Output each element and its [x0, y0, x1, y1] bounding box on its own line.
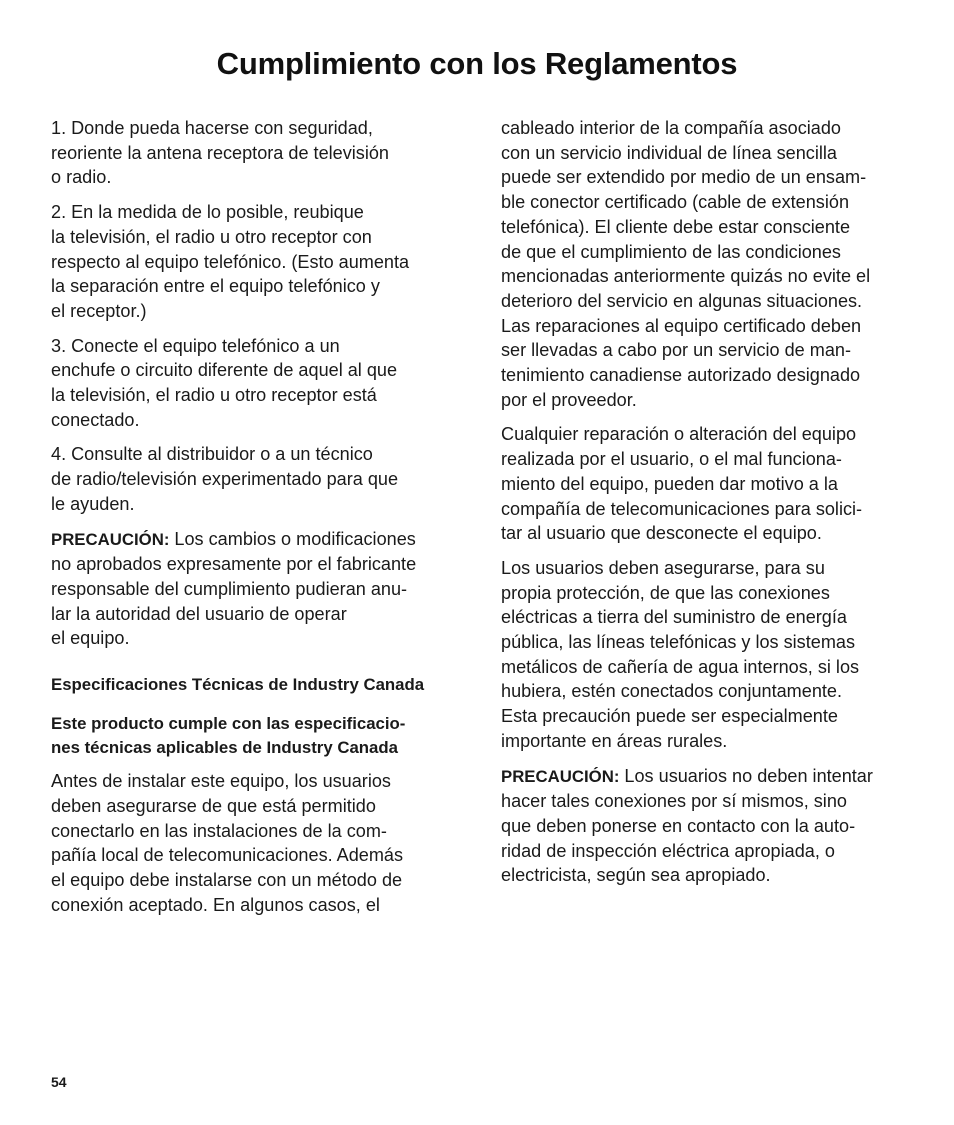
- text-line: Cualquier reparación o alteración del equipo: [501, 424, 857, 445]
- page-number: 54: [51, 1074, 67, 1090]
- text-line: importante en áreas rurales.: [501, 730, 728, 751]
- text-line: pañía local de telecomunicaciones. Además: [51, 845, 404, 866]
- text-line: Las reparaciones al equipo certificado deben: [501, 315, 862, 336]
- text-line: no aprobados expresamente por el fabricante: [51, 554, 417, 575]
- text-line: responsable del cumplimiento pudieran anu-: [51, 578, 408, 599]
- caution-label: PRECAUCIÓN:: [501, 766, 620, 786]
- text-line: realizada por el usuario, o el mal funciona-: [501, 449, 842, 470]
- text-line: que deben ponerse en contacto con la auto-: [501, 815, 856, 836]
- paragraph-4: [51, 442, 466, 516]
- text-line: 2. En la medida de lo posible, reubique: [51, 202, 364, 223]
- paragraph-7: [501, 116, 916, 412]
- paragraph-8: [501, 422, 916, 546]
- text-line: la separación entre el equipo telefónico y: [51, 276, 380, 297]
- heading-line: Especificaciones Técnicas de Industry Canada: [51, 675, 425, 695]
- text-line: conectarlo en las instalaciones de la com-: [51, 820, 387, 841]
- text-line: conexión aceptado. En algunos casos, el: [51, 894, 380, 915]
- text-line: 4. Consulte al distribuidor o a un técnico: [51, 444, 373, 465]
- text-line: tenimiento canadiense autorizado designado: [501, 365, 861, 386]
- text-line: hacer tales conexiones por sí mismos, sino: [501, 791, 847, 812]
- text-line: pública, las líneas telefónicas y los sistemas: [501, 632, 856, 653]
- text-line: o radio.: [51, 167, 112, 188]
- text-line: le ayuden.: [51, 493, 135, 514]
- text-line: deben asegurarse de que está permitido: [51, 795, 376, 816]
- heading-line: Este producto cumple con las especificacio-: [51, 713, 406, 733]
- text-line: el equipo debe instalarse con un método de: [51, 869, 403, 890]
- section-heading: [51, 673, 466, 698]
- text-line: la televisión, el radio u otro receptor está: [51, 385, 377, 406]
- left-column: [51, 116, 466, 927]
- text-line: compañía de telecomunicaciones para solici-: [501, 498, 863, 519]
- text-line: 1. Donde pueda hacerse con seguridad,: [51, 118, 373, 138]
- text-line: Los usuarios deben asegurarse, para su: [501, 557, 825, 578]
- text-line: el equipo.: [51, 628, 130, 649]
- text-fragment: Los usuarios no deben intentar: [619, 765, 873, 786]
- text-line: respecto al equipo telefónico. (Esto aumenta: [51, 251, 410, 272]
- text-line: reoriente la antena receptora de televisión: [51, 142, 389, 163]
- text-line: [51, 527, 466, 553]
- text-line: Antes de instalar este equipo, los usuarios: [51, 771, 391, 792]
- text-line: la televisión, el radio u otro receptor con: [51, 226, 372, 247]
- paragraph-2: [51, 200, 466, 324]
- text-line: de que el cumplimiento de las condiciones: [501, 241, 841, 262]
- subsection-heading: [51, 712, 466, 761]
- page-title: Cumplimiento con los Reglamentos: [216, 46, 738, 81]
- right-column: [501, 116, 916, 898]
- paragraph-6: [51, 769, 466, 917]
- text-line: hubiera, estén conectados conjuntamente.: [501, 681, 842, 702]
- text-line: telefónica). El cliente debe estar consciente: [501, 216, 851, 237]
- text-line: tar al usuario que desconecte el equipo.: [501, 523, 822, 544]
- caution-paragraph: [51, 527, 466, 652]
- text-line: [501, 764, 916, 790]
- text-line: deterioro del servicio en algunas situaciones.: [501, 290, 863, 311]
- text-line: cableado interior de la compañía asociado: [501, 118, 841, 138]
- text-line: propia protección, de que las conexiones: [501, 582, 830, 603]
- paragraph-9: [501, 556, 916, 754]
- caution-paragraph: [501, 764, 916, 889]
- text-line: electricista, según sea apropiado.: [501, 865, 771, 886]
- text-line: de radio/televisión experimentado para que: [51, 469, 399, 490]
- paragraph-1: [51, 116, 466, 190]
- text-line: ser llevadas a cabo por un servicio de man-: [501, 340, 851, 361]
- text-line: eléctricas a tierra del suministro de energía: [501, 607, 847, 628]
- text-line: 3. Conecte el equipo telefónico a un: [51, 335, 340, 356]
- paragraph-3: [51, 334, 466, 433]
- text-line: lar la autoridad del usuario de operar: [51, 603, 347, 624]
- caution-label: PRECAUCIÓN:: [51, 529, 170, 549]
- heading-line: nes técnicas aplicables de Industry Canada: [51, 738, 398, 758]
- text-line: Esta precaución puede ser especialmente: [501, 706, 838, 727]
- text-line: conectado.: [51, 409, 140, 430]
- text-line: puede ser extendido por medio de un ensam-: [501, 167, 867, 188]
- text-line: por el proveedor.: [501, 389, 637, 410]
- text-line: miento del equipo, pueden dar motivo a la: [501, 473, 838, 494]
- text-line: ble conector certificado (cable de extensión: [501, 192, 850, 213]
- text-line: con un servicio individual de línea sencilla: [501, 142, 837, 163]
- text-line: ridad de inspección eléctrica apropiada, o: [501, 840, 835, 861]
- text-fragment: Los cambios o modificaciones: [169, 528, 416, 549]
- text-line: mencionadas anteriormente quizás no evite el: [501, 266, 871, 287]
- text-line: metálicos de cañería de agua internos, si los: [501, 656, 860, 677]
- text-line: enchufe o circuito diferente de aquel al que: [51, 360, 398, 381]
- text-line: el receptor.): [51, 300, 147, 321]
